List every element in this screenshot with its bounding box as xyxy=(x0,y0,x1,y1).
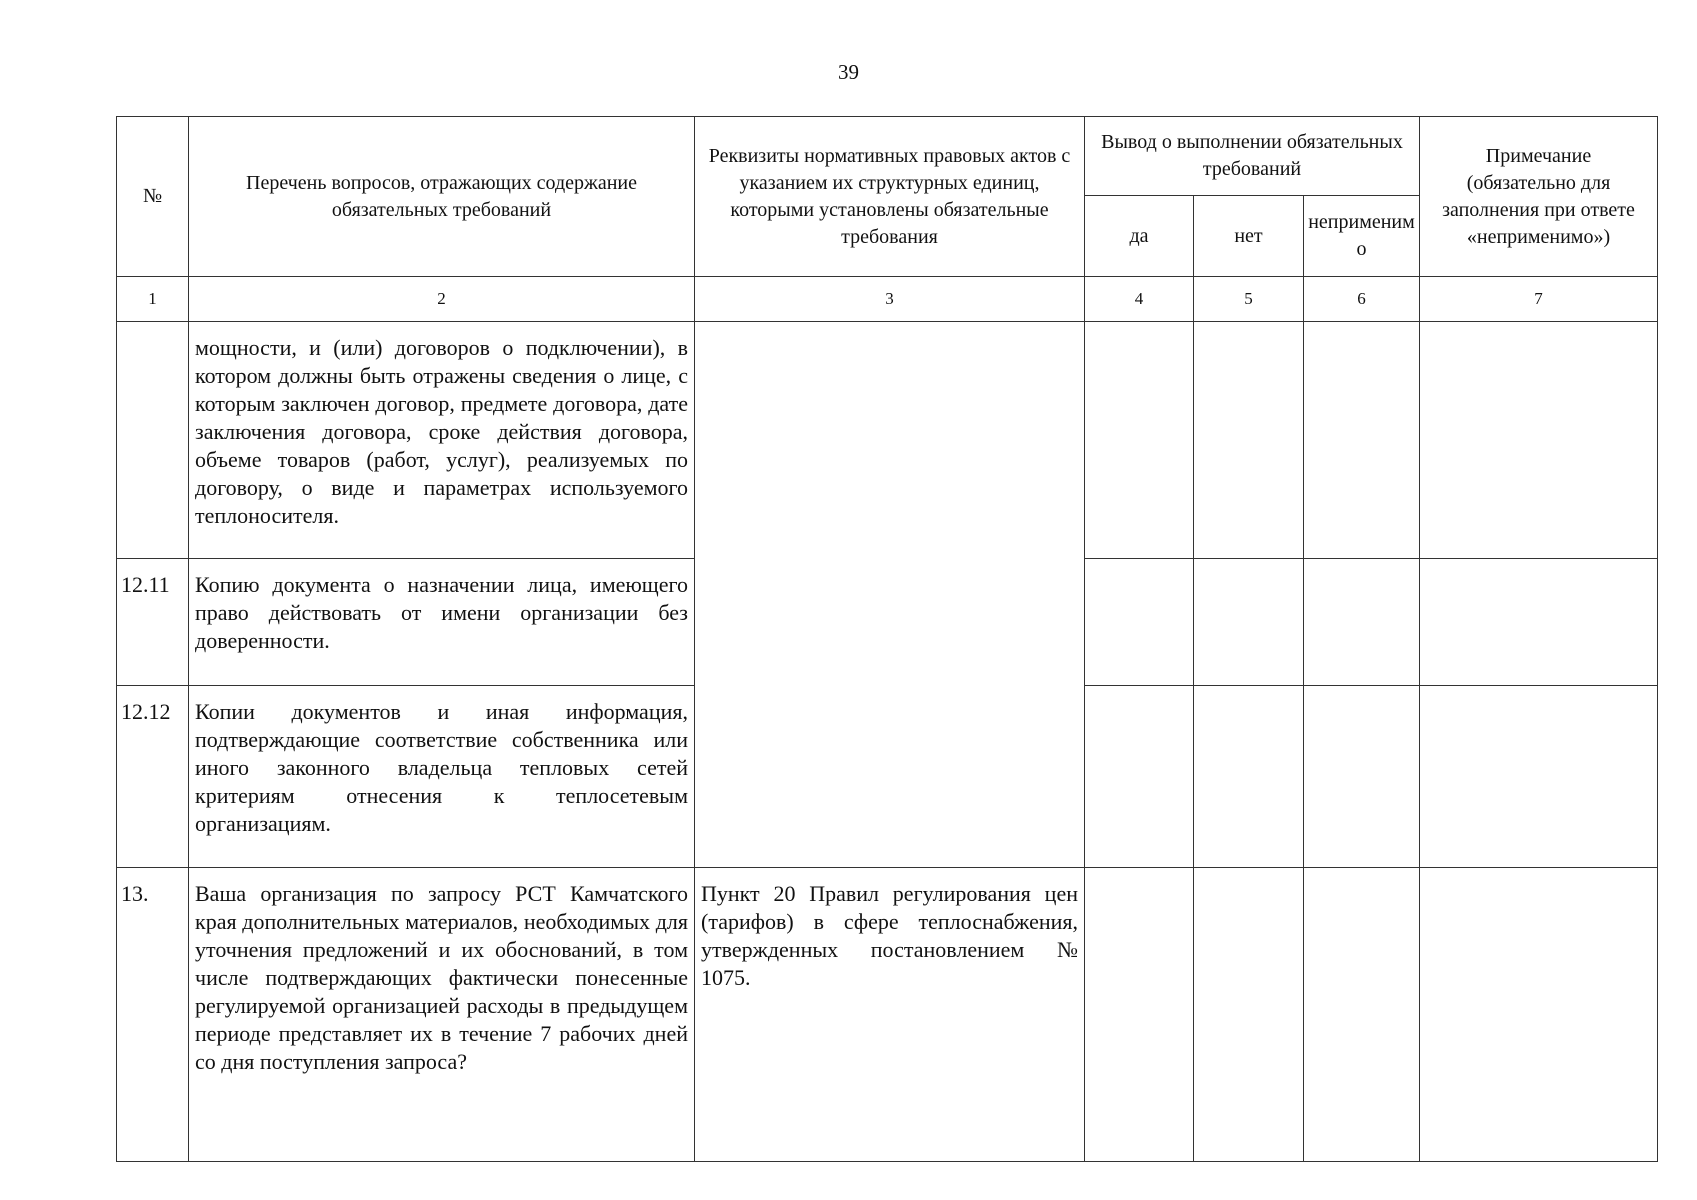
row-number: 13. xyxy=(117,868,189,1162)
column-number: 4 xyxy=(1085,277,1194,322)
header-col-na: неприменимо xyxy=(1304,196,1420,277)
answer-na-cell[interactable] xyxy=(1304,686,1420,868)
answer-no-cell[interactable] xyxy=(1194,686,1304,868)
header-row xyxy=(117,117,1658,196)
table-row xyxy=(117,322,1658,559)
row-question: мощности, и (или) договоров о подключении), в котором должны быть отражены сведения о лице, с которым заключен договор, предмете договора, дате заключения договора, сроке действия договора, объеме товаров (работ, услуг), реализуемых по договору, о виде и параметрах используемого теплоносителя. xyxy=(189,322,695,559)
row-number: 12.12 xyxy=(117,686,189,868)
row-question: Ваша организация по запросу РСТ Камчатского края дополнительных материалов, необходимых для уточнения предложений и их обоснований, в том числе подтверждающих фактически понесенные регулируемой организацией расходы в предыдущем периоде представляет их в течение 7 рабочих дней со дня поступления запроса? xyxy=(189,868,695,1162)
header-col-no: № xyxy=(117,117,189,277)
answer-na-cell[interactable] xyxy=(1304,559,1420,686)
note-cell[interactable] xyxy=(1420,559,1658,686)
column-number: 5 xyxy=(1194,277,1304,322)
table-row xyxy=(117,868,1658,1162)
note-cell[interactable] xyxy=(1420,868,1658,1162)
checklist-table xyxy=(116,116,1658,1162)
row-acts-cell xyxy=(695,322,1085,868)
column-number: 7 xyxy=(1420,277,1658,322)
answer-yes-cell[interactable] xyxy=(1085,686,1194,868)
answer-na-cell[interactable] xyxy=(1304,868,1420,1162)
row-number: 12.11 xyxy=(117,559,189,686)
answer-no-cell[interactable] xyxy=(1194,559,1304,686)
row-number xyxy=(117,322,189,559)
header-col-note: Примечание (обязательно для заполнения при ответе «неприменимо») xyxy=(1420,117,1658,277)
header-col-acts: Реквизиты нормативных правовых актов с указанием их структурных единиц, которыми установлены обязательные требования xyxy=(695,117,1085,277)
header-col-yes: да xyxy=(1085,196,1194,277)
column-number: 1 xyxy=(117,277,189,322)
column-number: 2 xyxy=(189,277,695,322)
column-number: 3 xyxy=(695,277,1085,322)
header-col-conclusion: Вывод о выполнении обязательных требований xyxy=(1085,117,1420,196)
column-number-row xyxy=(117,277,1658,322)
answer-no-cell[interactable] xyxy=(1194,868,1304,1162)
note-cell[interactable] xyxy=(1420,322,1658,559)
answer-yes-cell[interactable] xyxy=(1085,868,1194,1162)
row-question: Копии документов и иная информация, подтверждающие соответствие собственника или иного законного владельца тепловых сетей критериям отнесения к теплосетевым организациям. xyxy=(189,686,695,868)
column-number: 6 xyxy=(1304,277,1420,322)
answer-yes-cell[interactable] xyxy=(1085,559,1194,686)
row-question: Копию документа о назначении лица, имеющего право действовать от имени организации без доверенности. xyxy=(189,559,695,686)
answer-na-cell[interactable] xyxy=(1304,322,1420,559)
header-col-questions: Перечень вопросов, отражающих содержание обязательных требований xyxy=(189,117,695,277)
answer-no-cell[interactable] xyxy=(1194,322,1304,559)
header-col-no-answer: нет xyxy=(1194,196,1304,277)
note-cell[interactable] xyxy=(1420,686,1658,868)
page-number: 39 xyxy=(838,60,859,84)
answer-yes-cell[interactable] xyxy=(1085,322,1194,559)
row-acts: Пункт 20 Правил регулирования цен (тарифов) в сфере теплоснабжения, утвержденных постановлением № 1075. xyxy=(695,868,1085,1162)
